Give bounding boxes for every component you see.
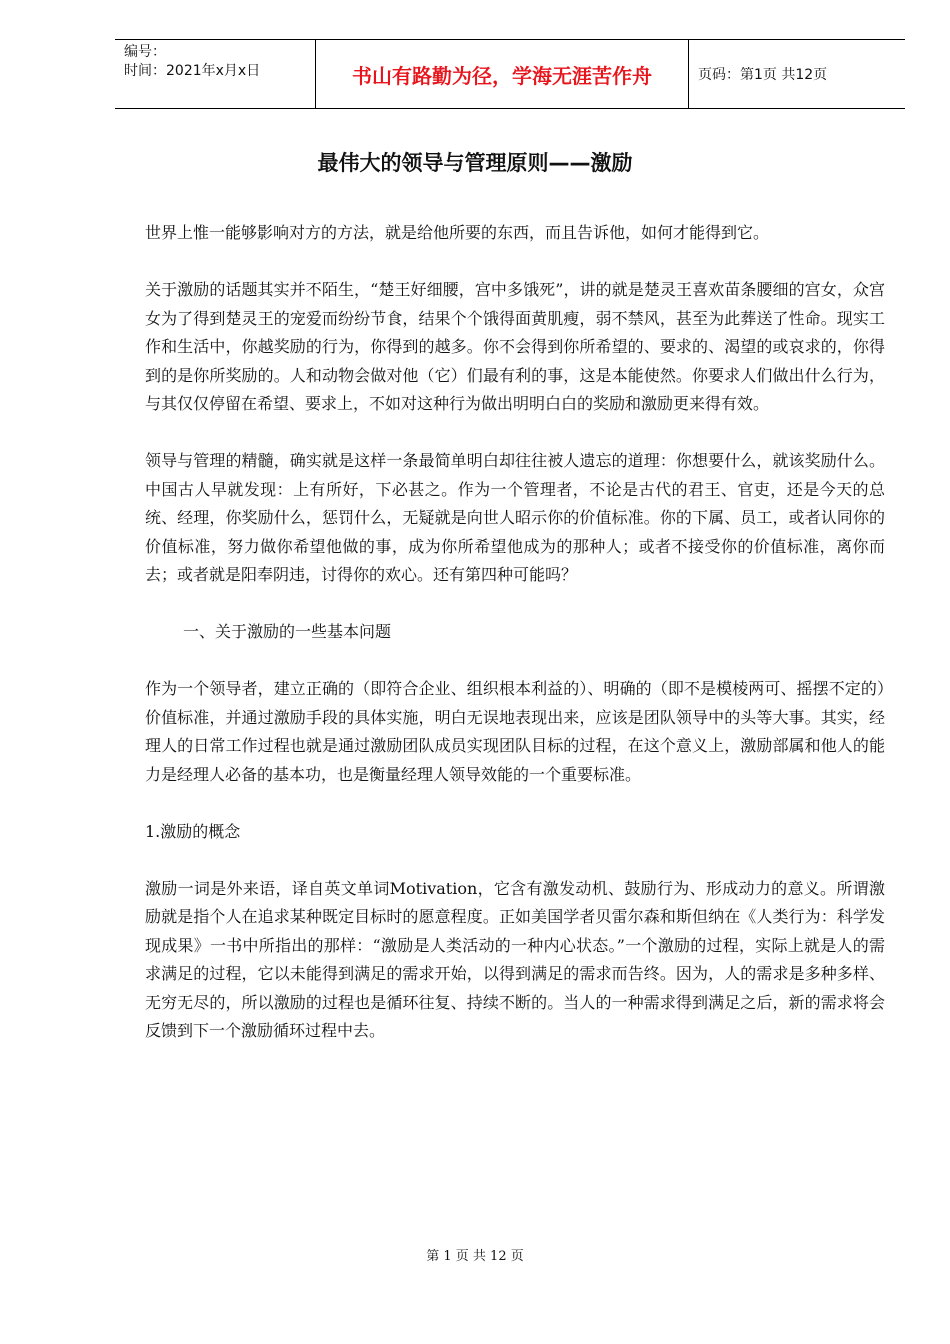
document-time-label: 时间：2021年x月x日 [124,63,261,79]
paragraph: 关于激励的话题其实并不陌生，“楚王好细腰，宫中多饿死”，讲的就是楚灵王喜欢苗条腰细的宫女，众宫女为了得到楚灵王的宠爱而纷纷节食，结果个个饿得面黄肌瘦，弱不禁风，甚至为此葬送了性命。现实工作和生活中，你越奖励的行为，你得到的越多。你不会得到你所希望的、要求的、渴望的或哀求的，你得到的是你所奖励的。人和动物会做对他（它）们最有利的事，这是本能使然。你要求人们做出什么行为，与其仅仅停留在希望、要求上，不如对这种行为做出明明白白的奖励和激励更来得有效。 [145,280,885,413]
section-heading: 一、关于激励的一些基本问题 [183,622,392,641]
page-header [115,39,905,109]
paragraph: 激励一词是外来语，译自英文单词Motivation，它含有激发动机、鼓励行为、形成动力的意义。所谓激励就是指个人在追求某种既定目标时的愿意程度。正如美国学者贝雷尔森和斯但纳在《人类行为：科学发现成果》一书中所指出的那样：“激励是人类活动的一种内心状态。”一个激励的过程，实际上就是人的需求满足的过程，它以未能得到满足的需求开始，以得到满足的需求而告终。因为，人的需求是多种多样、无穷无尽的，所以激励的过程也是循环往复、持续不断的。当人的一种需求得到满足之后，新的需求将会反馈到下一个激励循环过程中去。 [145,878,885,1040]
document-number-label: 编号： [124,44,166,60]
document-body [145,219,885,1074]
paragraph: 作为一个领导者，建立正确的（即符合企业、组织根本利益的）、明确的（即不是模棱两可、摇摆不定的）价值标准，并通过激励手段的具体实施，明白无误地表现出来，应该是团队领导中的头等大事。其实，经理人的日常工作过程也就是通过激励团队成员实现团队目标的过程，在这个意义上，激励部属和他人的能力是经理人必备的基本功，也是衡量经理人领导效能的一个重要标准。 [145,679,885,784]
page-footer: 第 1 页 共 12 页 [426,1249,524,1264]
header-meta [115,40,316,108]
subsection-heading: 1.激励的概念 [145,821,241,841]
header-motto: 书山有路勤为径，学海无涯苦作舟 [316,40,689,108]
header-page-info: 页码：第1页 共12页 [698,67,828,83]
document-title: 最伟大的领导与管理原则——激励 [317,151,633,175]
paragraph: 世界上惟一能够影响对方的方法，就是给他所要的东西，而且告诉他，如何才能得到它。 [145,223,770,242]
paragraph: 领导与管理的精髓，确实就是这样一条最简单明白却往往被人遗忘的道理：你想要什么，就该奖励什么。中国古人早就发现：上有所好，下必甚之。作为一个管理者，不论是古代的君王、官吏，还是今天的总统、经理，你奖励什么，惩罚什么，无疑就是向世人昭示你的价值标准。你的下属、员工，或者认同你的价值标准，努力做你希望他做的事，成为你所希望他成为的那种人；或者不接受你的价值标准，离你而去；或者就是阳奉阴违，讨得你的欢心。还有第四种可能吗？ [145,451,885,584]
